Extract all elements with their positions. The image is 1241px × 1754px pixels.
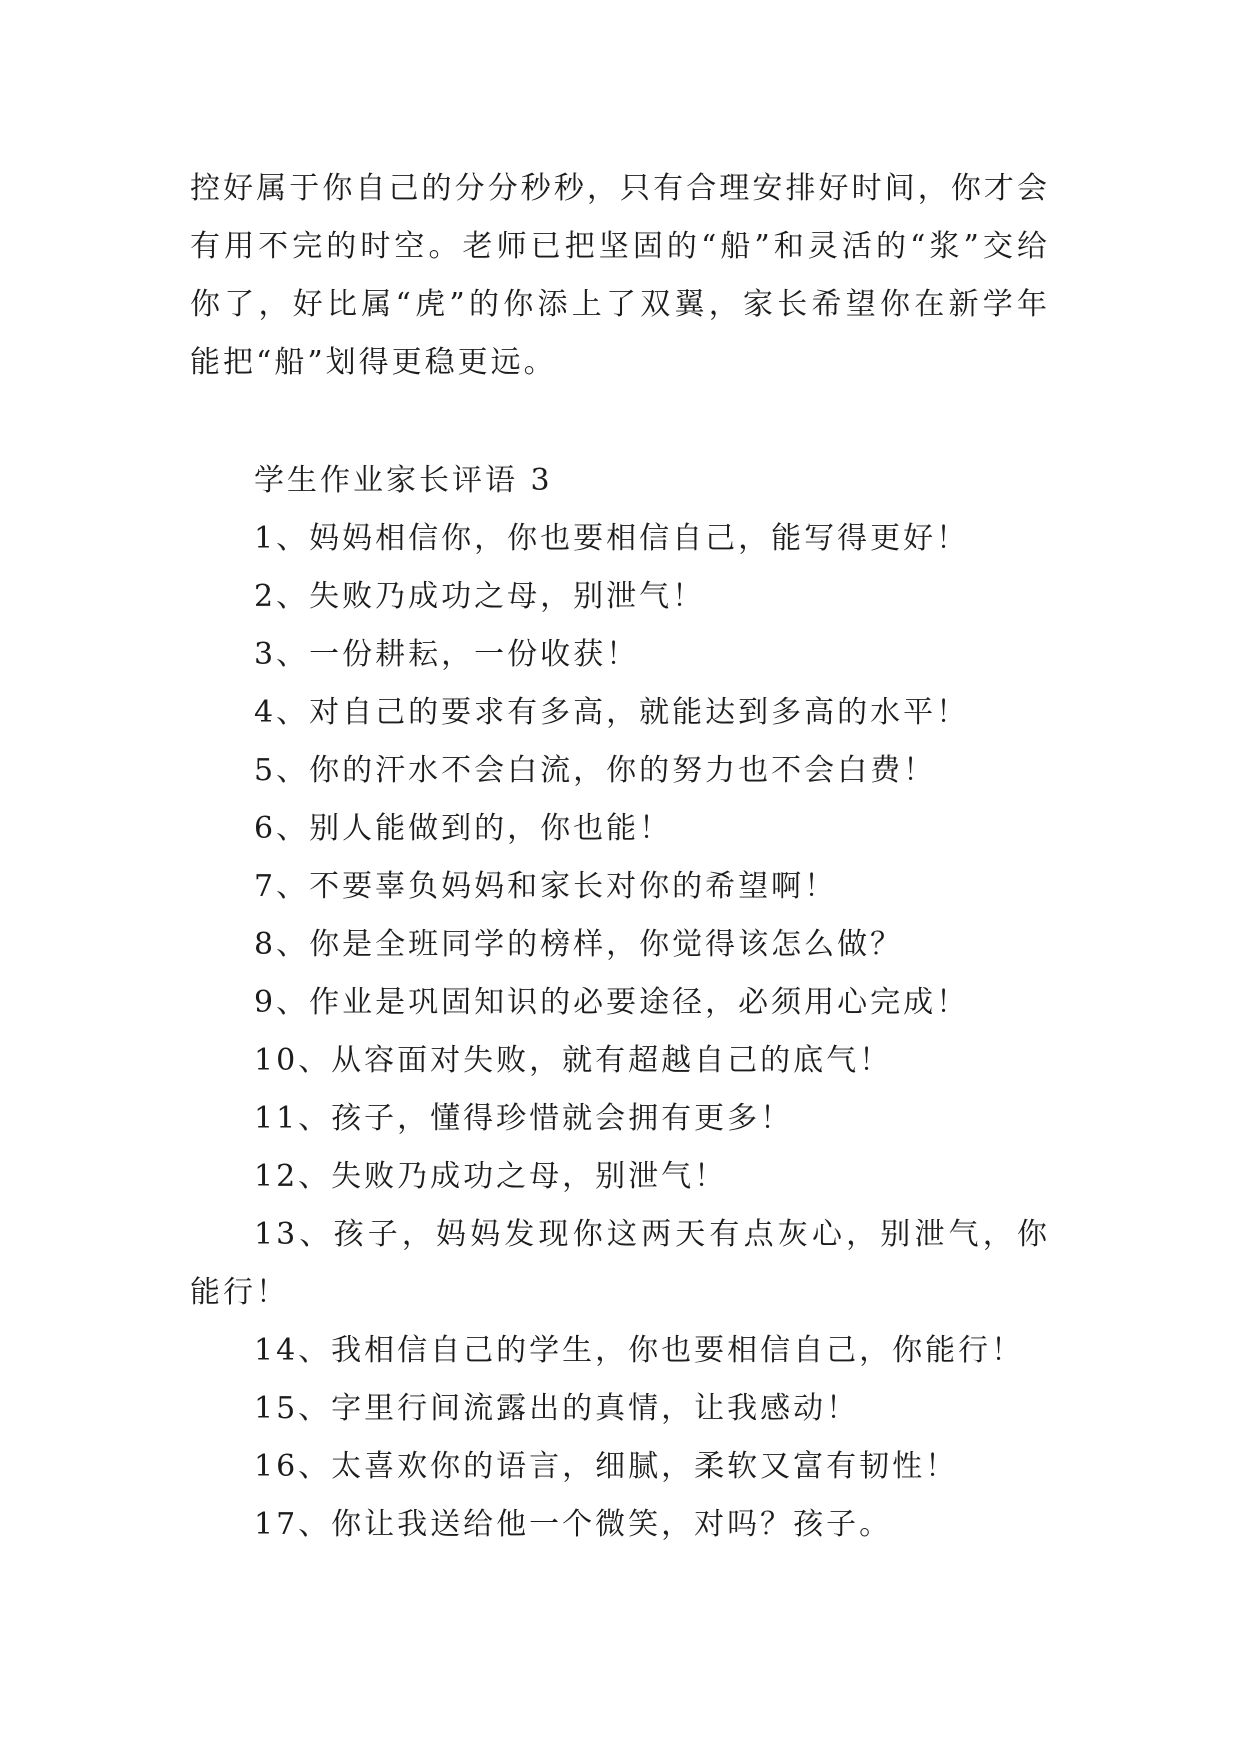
intro-paragraph: 控好属于你自己的分分秒秒，只有合理安排好时间，你才会有用不完的时空。老师已把坚固的“船”和灵活的“浆”交给你了，好比属“虎”的你添上了双翼，家长希望你在新学年能把“船”划得更稳更远。 <box>190 171 1050 380</box>
list-item: 1、妈妈相信你，你也要相信自己，能写得更好！ <box>254 521 970 556</box>
list-item: 11、孩子，懂得珍惜就会拥有更多！ <box>254 1101 794 1136</box>
list-item: 2、失败乃成功之母，别泄气！ <box>254 579 706 614</box>
section-title: 学生作业家长评语 3 <box>254 463 553 498</box>
list-item: 16、太喜欢你的语言，细腻，柔软又富有韧性！ <box>254 1449 959 1484</box>
list-item: 12、失败乃成功之母，别泄气！ <box>254 1159 728 1194</box>
list-item: 17、你让我送给他一个微笑，对吗？孩子。 <box>254 1507 893 1542</box>
comments-section <box>190 452 1050 1554</box>
intro-section <box>190 160 1050 392</box>
list-item: 6、别人能做到的，你也能！ <box>254 811 673 846</box>
list-item: 14、我相信自己的学生，你也要相信自己，你能行！ <box>254 1333 1025 1368</box>
list-item: 15、字里行间流露出的真情，让我感动！ <box>254 1391 860 1426</box>
list-item: 4、对自己的要求有多高，就能达到多高的水平！ <box>254 695 970 730</box>
list-item: 3、一份耕耘，一份收获！ <box>254 637 640 672</box>
list-item: 7、不要辜负妈妈和家长对你的希望啊！ <box>254 869 838 904</box>
list-item: 8、你是全班同学的榜样，你觉得该怎么做？ <box>254 927 904 962</box>
list-item: 9、作业是巩固知识的必要途径，必须用心完成！ <box>254 985 970 1020</box>
list-item: 5、你的汗水不会白流，你的努力也不会白费！ <box>254 753 937 788</box>
list-item: 13、孩子，妈妈发现你这两天有点灰心，别泄气，你能行！ <box>190 1217 1050 1310</box>
list-item: 10、从容面对失败，就有超越自己的底气！ <box>254 1043 893 1078</box>
